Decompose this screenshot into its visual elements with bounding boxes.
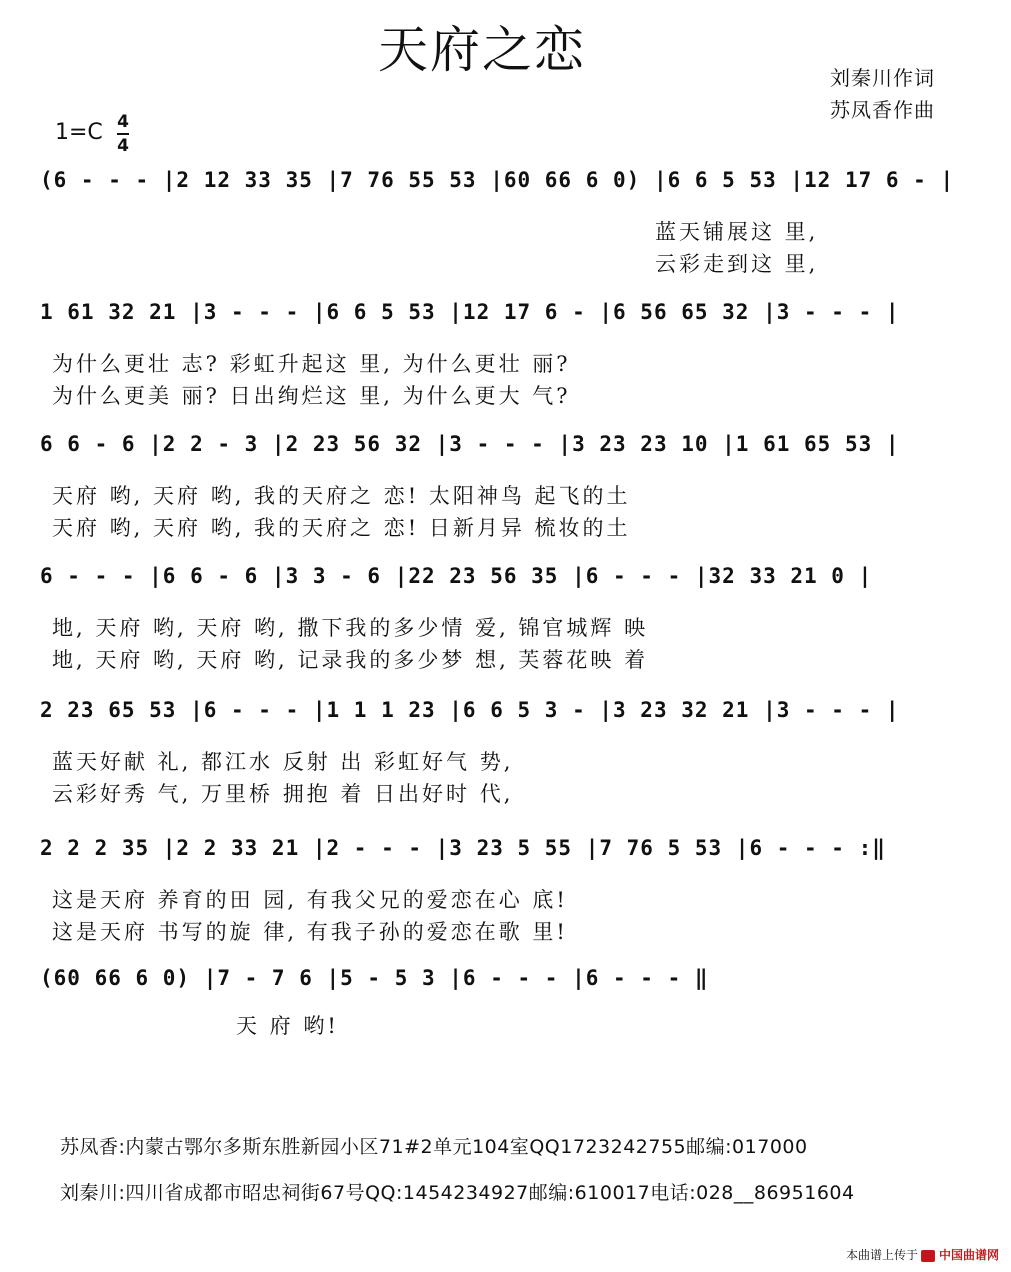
- notation-line: (6 - - - |2 12 33 35 |7 76 55 53 |60 66 6 0) |6 6 5 53 |12 17 6 - |: [40, 168, 955, 192]
- lyric-verse-1: 天府 哟, 天府 哟, 我的天府之 恋! 太阳神鸟 起飞的土: [52, 484, 631, 508]
- lyric-verse-1: 为什么更壮 志? 彩虹升起这 里, 为什么更壮 丽?: [52, 352, 571, 376]
- notation-line: 6 6 - 6 |2 2 - 3 |2 23 56 32 |3 - - - |3 23 23 10 |1 61 65 53 |: [40, 432, 900, 456]
- contact-line-lyricist: 刘秦川:四川省成都市昭忠祠街67号QQ:1454234927邮编:610017电话:028__86951604: [60, 1182, 855, 1204]
- lyric-verse-2: 天府 哟, 天府 哟, 我的天府之 恋! 日新月异 梳妆的土: [52, 516, 631, 540]
- site-watermark: [846, 1246, 999, 1263]
- lyricist-credit: 刘秦川作词: [830, 66, 935, 90]
- notation-line: 2 23 65 53 |6 - - - |1 1 1 23 |6 6 5 3 - |3 23 32 21 |3 - - - |: [40, 698, 900, 722]
- time-signature: [117, 112, 129, 156]
- notation-line: 2 2 2 35 |2 2 33 21 |2 - - - |3 23 5 55 |7 76 5 53 |6 - - - :‖: [40, 836, 886, 860]
- time-signature-bottom: 4: [117, 136, 129, 156]
- lyric-verse-1: 地, 天府 哟, 天府 哟, 撒下我的多少情 爱, 锦官城辉 映: [52, 616, 649, 640]
- contact-line-composer: 苏凤香:内蒙古鄂尔多斯东胜新园小区71#2单元104室QQ1723242755邮编:017000: [60, 1136, 808, 1158]
- notation-line: 1 61 32 21 |3 - - - |6 6 5 53 |12 17 6 - |6 56 65 32 |3 - - - |: [40, 300, 900, 324]
- composer-credit: 苏凤香作曲: [830, 98, 935, 122]
- time-signature-top: 4: [117, 112, 129, 132]
- lyric-verse-2: 云彩好秀 气, 万里桥 拥抱 着 日出好时 代,: [52, 782, 514, 806]
- lyric-verse-2: 云彩走到这 里,: [655, 252, 819, 276]
- lyric-verse-1: 蓝天好献 礼, 都江水 反射 出 彩虹好气 势,: [52, 750, 514, 774]
- watermark-site: 中国曲谱网: [938, 1248, 999, 1262]
- lyric-verse-1: 蓝天铺展这 里,: [655, 220, 819, 244]
- key-signature: 1=C: [55, 120, 103, 145]
- song-title: 天府之恋: [378, 21, 586, 79]
- lyric-verse-2: 为什么更美 丽? 日出绚烂这 里, 为什么更大 气?: [52, 384, 571, 408]
- notation-line: 6 - - - |6 6 - 6 |3 3 - 6 |22 23 56 35 |6 - - - |32 33 21 0 |: [40, 564, 873, 588]
- lyric-verse-1: 这是天府 养育的田 园, 有我父兄的爱恋在心 底!: [52, 888, 568, 912]
- lyric-verse-2: 这是天府 书写的旋 律, 有我子孙的爱恋在歌 里!: [52, 920, 568, 944]
- lyric-ending: 天 府 哟!: [236, 1014, 339, 1038]
- lyric-verse-2: 地, 天府 哟, 天府 哟, 记录我的多少梦 想, 芙蓉花映 着: [52, 648, 649, 672]
- logo-icon: [921, 1250, 935, 1262]
- watermark-text: 本曲谱上传于: [845, 1248, 918, 1262]
- notation-line: (60 66 6 0) |7 - 7 6 |5 - 5 3 |6 - - - |6 - - - ‖: [40, 966, 709, 990]
